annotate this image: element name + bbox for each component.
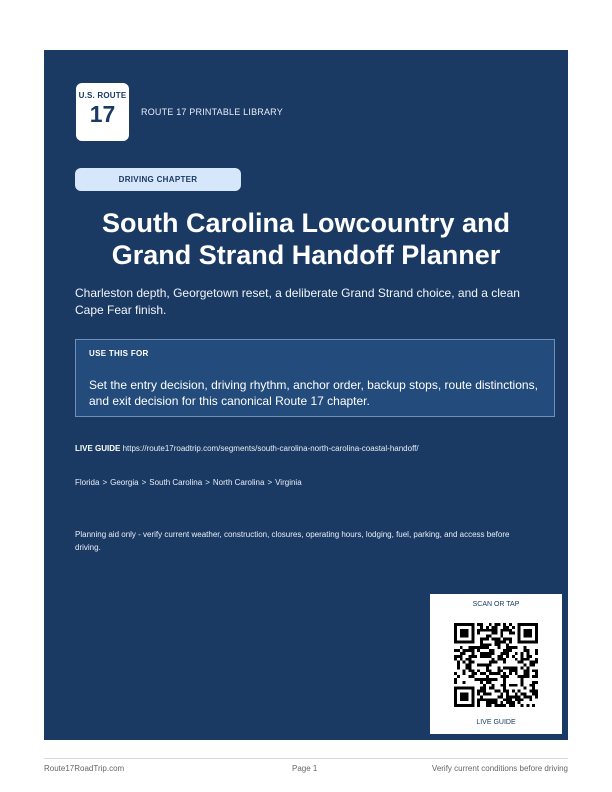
footer-disclaimer: Verify current conditions before driving [431,764,568,773]
route-state: Virginia [275,478,302,487]
route-state: South Carolina [149,478,203,487]
route-state: North Carolina [212,478,265,487]
route-shield-badge [76,83,129,141]
route-separator: > [205,478,210,487]
qr-top-label: SCAN OR TAP [472,601,520,608]
page-subtitle: Charleston depth, Georgetown reset, a deliberate Grand Strand choice, and a clean Cape Fear finish. [75,286,520,317]
use-box-text: Set the entry decision, driving rhythm, anchor order, backup stops, route distinctions, and exit decision for this canonical Route 17 chapter. [89,378,538,408]
shield-top-label: U.S. ROUTE [78,91,127,100]
footer-page-number: Page 1 [292,764,318,773]
qr-code-icon[interactable] [454,623,538,707]
chapter-pill: DRIVING CHAPTER [75,168,241,191]
use-box-label: USE THIS FOR [89,349,149,358]
route-path [75,478,302,487]
page-title: South Carolina Lowcountry and Grand Strand Handoff Planner [101,208,510,270]
library-label: ROUTE 17 PRINTABLE LIBRARY [141,107,283,117]
use-this-for-box [75,339,555,417]
route-separator: > [102,478,108,487]
qr-bottom-label: LIVE GUIDE [476,719,516,726]
footer-site: Route17RoadTrip.com [44,764,125,773]
live-guide-line [75,444,419,453]
route-separator: > [141,478,147,487]
planning-note: Planning aid only - verify current weather, construction, closures, operating hours, lodging, fuel, parking, and access before driving. [75,530,510,552]
route-state: Georgia [110,478,139,487]
route-state: Florida [75,478,100,487]
route-separator: > [267,478,273,487]
footer-divider [44,758,568,759]
qr-card[interactable] [430,594,562,734]
live-guide-label: LIVE GUIDE [75,444,121,453]
live-guide-link[interactable]: https://route17roadtrip.com/segments/south-carolina-north-carolina-coastal-handoff/ [122,444,419,453]
shield-route-number: 17 [89,101,116,127]
